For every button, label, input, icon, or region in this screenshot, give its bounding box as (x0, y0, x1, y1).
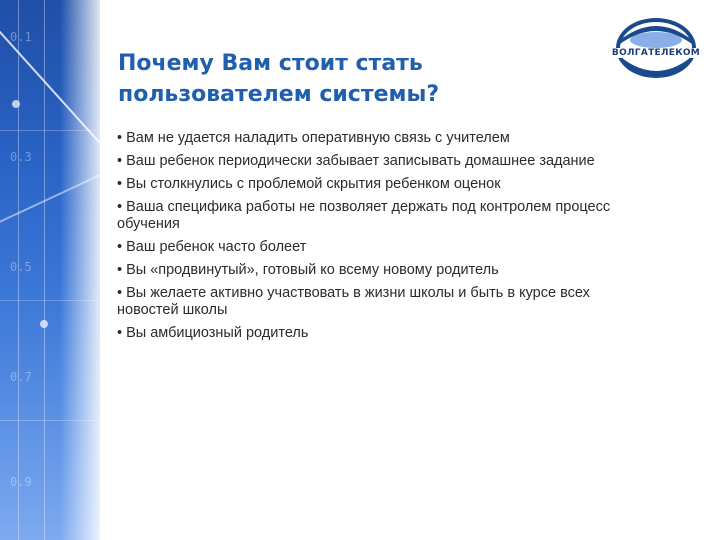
logo-wordmark: ВОЛГАТЕЛЕКОМ (604, 48, 708, 58)
bullet-text: Вы желаете активно участвовать в жизни школы и быть в курсе всех новостей школы (117, 285, 590, 318)
panel-digit: 0.9 (10, 475, 32, 489)
panel-dot (12, 100, 20, 108)
bullet-text: Ваш ребенок часто болеет (126, 239, 307, 255)
bullet-mark: • (117, 153, 123, 169)
slide-title (118, 48, 598, 110)
bullet-text: Ваш ребенок периодически забывает записывать домашнее задание (126, 153, 595, 169)
bullet-item (117, 199, 617, 233)
bullet-text: Вам не удается наладить оперативную связь с учителем (126, 130, 510, 146)
bullet-mark: • (117, 262, 123, 278)
title-line-1: Почему Вам стоит стать (118, 51, 423, 76)
bullet-item (117, 325, 617, 342)
panel-fade (60, 0, 100, 540)
bullet-mark: • (117, 325, 123, 341)
bullet-mark: • (117, 199, 123, 215)
title-line-2: пользователем системы? (118, 82, 440, 107)
panel-digit: 0.5 (10, 260, 32, 274)
bullet-mark: • (117, 285, 123, 301)
bullet-mark: • (117, 130, 123, 146)
bullet-list (117, 130, 617, 348)
bullet-item (117, 130, 617, 147)
panel-digit: 0.3 (10, 150, 32, 164)
bullet-text: Вы столкнулись с проблемой скрытия ребенком оценок (126, 176, 501, 192)
bullet-item (117, 153, 617, 170)
bullet-text: Вы «продвинутый», готовый ко всему новому родитель (126, 262, 499, 278)
panel-digit: 0.1 (10, 30, 32, 44)
panel-digit: 0.7 (10, 370, 32, 384)
bullet-text: Ваша специфика работы не позволяет держать под контролем процесс обучения (117, 199, 611, 232)
panel-dot (40, 320, 48, 328)
bullet-item (117, 176, 617, 193)
bullet-mark: • (117, 239, 123, 255)
bullet-mark: • (117, 176, 123, 192)
bullet-item (117, 262, 617, 279)
decorative-side-panel (0, 0, 100, 540)
bullet-item (117, 239, 617, 256)
bullet-item (117, 285, 617, 319)
bullet-text: Вы амбициозный родитель (126, 325, 309, 341)
